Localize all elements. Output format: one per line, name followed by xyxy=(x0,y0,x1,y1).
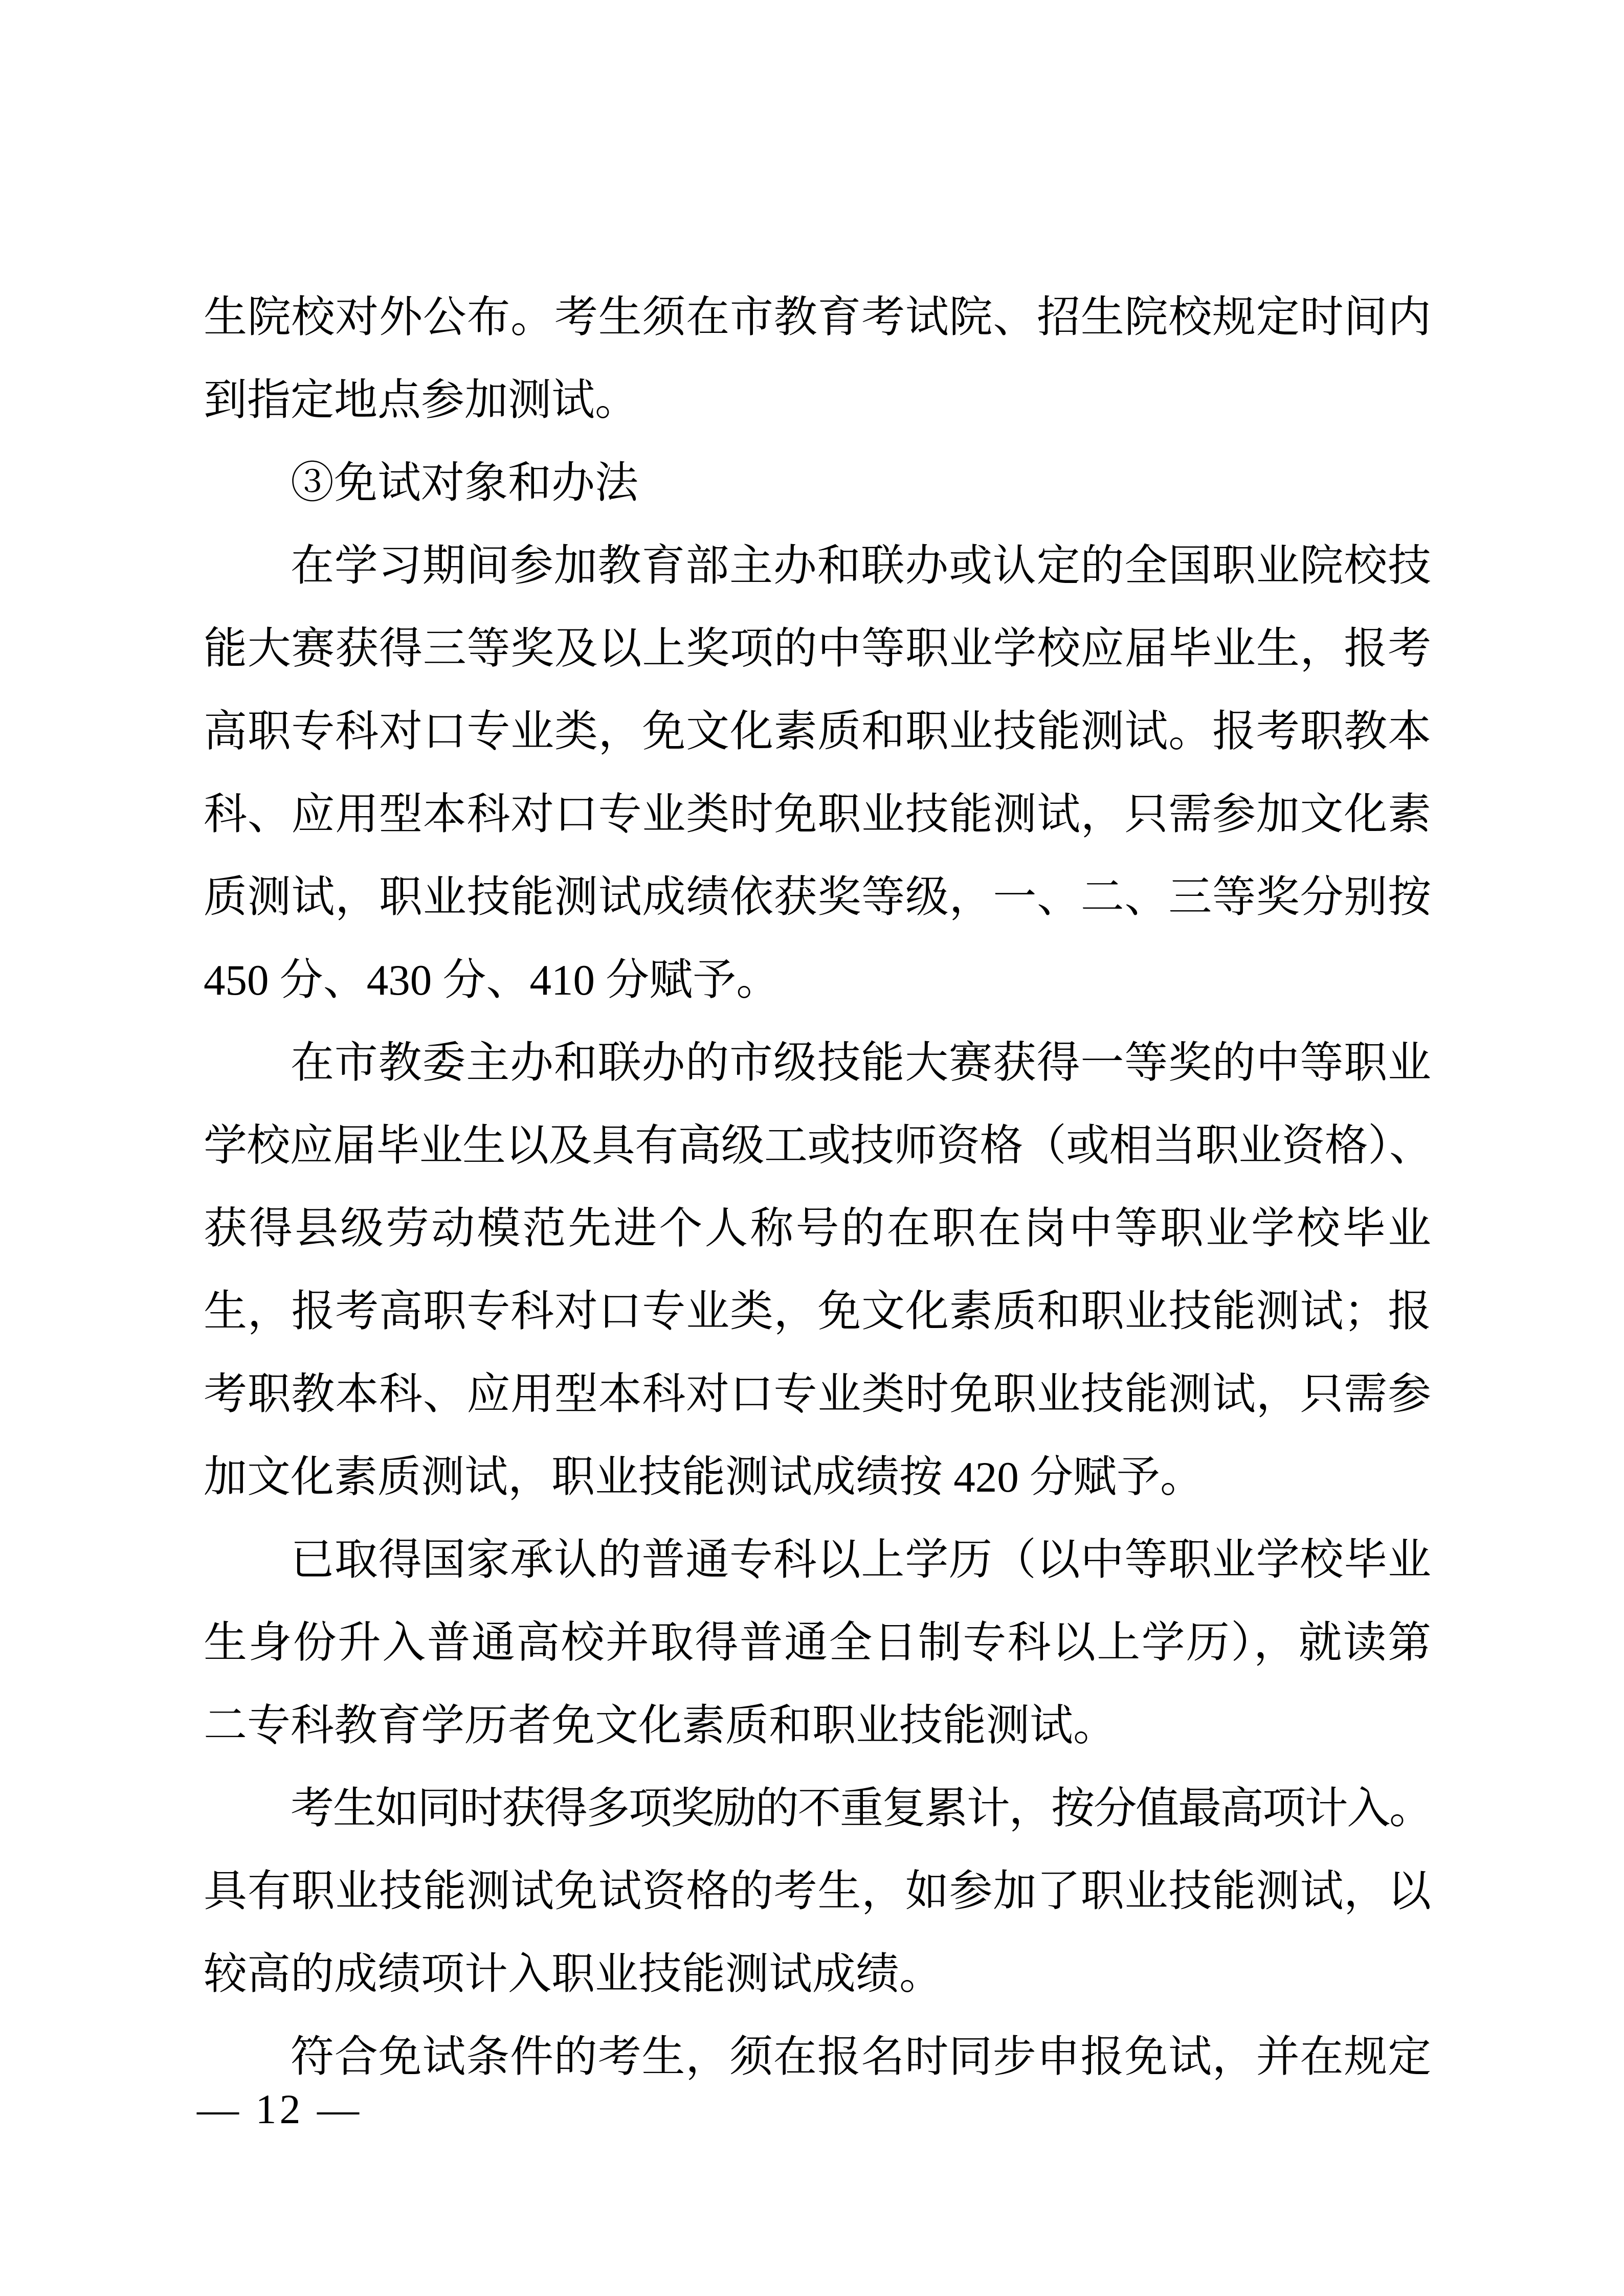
text-line: 科、应用型本科对口专业类时免职业技能测试，只需参加文化素 xyxy=(204,791,1431,839)
text-line: 在学习期间参加教育部主办和联办或认定的全国职业院校技 xyxy=(291,542,1431,590)
text-line: 生院校对外公布。考生须在市教育考试院、招生院校规定时间内 xyxy=(204,294,1431,342)
text-line: 二专科教育学历者免文化素质和职业技能测试。 xyxy=(204,1702,1117,1750)
text-line: 质测试，职业技能测试成绩依获奖等级，一、二、三等奖分别按 xyxy=(204,873,1431,921)
text-line: 能大赛获得三等奖及以上奖项的中等职业学校应届毕业生，报考 xyxy=(204,625,1431,673)
text-line: 符合免试条件的考生，须在报名时同步申报免试，并在规定 xyxy=(291,2033,1431,2081)
text-line: 450 分、430 分、410 分赋予。 xyxy=(204,956,780,1004)
page-number: — 12 — xyxy=(197,2086,362,2132)
text-line: 生，报考高职专科对口专业类，免文化素质和职业技能测试；报 xyxy=(204,1288,1431,1336)
text-line: 考生如同时获得多项奖励的不重复累计，按分值最高项计入。 xyxy=(291,1785,1431,1833)
text-line: 高职专科对口专业类，免文化素质和职业技能测试。报考职教本 xyxy=(204,708,1431,756)
text-line: 具有职业技能测试免试资格的考生，如参加了职业技能测试，以 xyxy=(204,1867,1431,1916)
text-line: 获得县级劳动模范先进个人称号的在职在岗中等职业学校毕业 xyxy=(204,1205,1431,1253)
text-line: 学校应届毕业生以及具有高级工或技师资格（或相当职业资格）、 xyxy=(204,1122,1431,1170)
text-line: 到指定地点参加测试。 xyxy=(204,376,639,424)
text-line: 已取得国家承认的普通专科以上学历（以中等职业学校毕业 xyxy=(291,1536,1431,1584)
body-text xyxy=(204,276,1431,2099)
text-line: 较高的成绩项计入职业技能测试成绩。 xyxy=(204,1950,943,1998)
text-line: 加文化素质测试，职业技能测试成绩按 420 分赋予。 xyxy=(204,1453,1204,1501)
text-line: 生身份升入普通高校并取得普通全日制专科以上学历），就读第 xyxy=(204,1619,1431,1667)
text-line: ③免试对象和办法 xyxy=(291,459,639,507)
text-line: 考职教本科、应用型本科对口专业类时免职业技能测试，只需参 xyxy=(204,1370,1431,1419)
text-line: 在市教委主办和联办的市级技能大赛获得一等奖的中等职业 xyxy=(291,1039,1431,1087)
